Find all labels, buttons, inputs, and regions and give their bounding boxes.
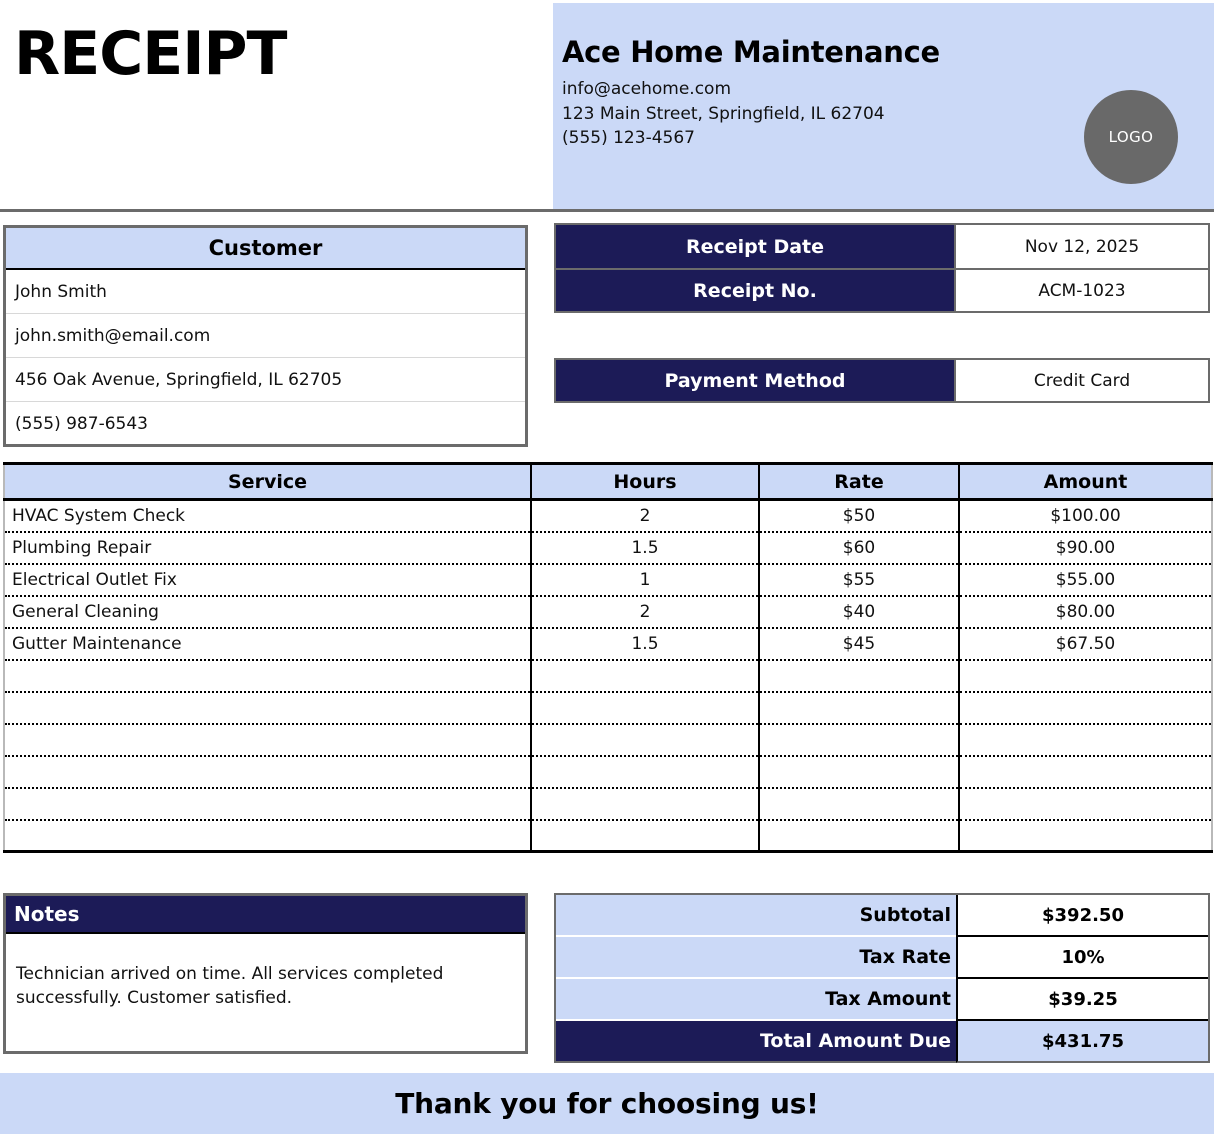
customer-email: john.smith@email.com xyxy=(6,314,525,358)
subtotal-value: $392.50 xyxy=(956,895,1208,937)
cell-hours: 1.5 xyxy=(531,628,759,660)
cell-service: General Cleaning xyxy=(4,596,531,628)
notes-panel xyxy=(3,893,528,1054)
services-table-header-row xyxy=(4,464,1212,500)
cell-service: HVAC System Check xyxy=(4,500,531,532)
cell-amount xyxy=(959,788,1212,820)
cell-rate: $45 xyxy=(759,628,959,660)
subtotal-label: Subtotal xyxy=(556,895,956,937)
receipt-date-label: Receipt Date xyxy=(556,225,956,268)
cell-rate xyxy=(759,660,959,692)
cell-amount xyxy=(959,692,1212,724)
total-amount-due-row xyxy=(556,1021,1208,1063)
cell-rate: $60 xyxy=(759,532,959,564)
payment-method-panel xyxy=(554,358,1210,403)
table-row xyxy=(4,820,1212,852)
page-title: RECEIPT xyxy=(14,19,287,89)
cell-rate: $55 xyxy=(759,564,959,596)
cell-amount: $55.00 xyxy=(959,564,1212,596)
company-info-panel xyxy=(553,3,1214,209)
cell-hours: 1 xyxy=(531,564,759,596)
cell-amount: $80.00 xyxy=(959,596,1212,628)
services-table xyxy=(3,462,1213,853)
tax-rate-value: 10% xyxy=(956,937,1208,979)
column-header-service: Service xyxy=(4,464,531,500)
payment-method-value: Credit Card xyxy=(956,360,1208,401)
cell-amount xyxy=(959,756,1212,788)
cell-service: Electrical Outlet Fix xyxy=(4,564,531,596)
company-logo-placeholder: LOGO xyxy=(1084,90,1178,184)
cell-hours xyxy=(531,820,759,852)
column-header-amount: Amount xyxy=(959,464,1212,500)
tax-amount-row xyxy=(556,979,1208,1021)
totals-panel xyxy=(554,893,1210,1063)
table-row xyxy=(4,692,1212,724)
total-amount-due-value: $431.75 xyxy=(956,1021,1208,1063)
column-header-hours: Hours xyxy=(531,464,759,500)
cell-rate xyxy=(759,820,959,852)
table-row xyxy=(4,788,1212,820)
payment-method-label: Payment Method xyxy=(556,360,956,401)
table-row xyxy=(4,500,1212,532)
cell-hours xyxy=(531,660,759,692)
cell-service: Plumbing Repair xyxy=(4,532,531,564)
notes-text: Technician arrived on time. All services completed successfully. Customer satisfied. xyxy=(16,964,444,1008)
customer-panel xyxy=(3,225,528,447)
table-row xyxy=(4,532,1212,564)
table-row xyxy=(4,596,1212,628)
company-name: Ace Home Maintenance xyxy=(562,35,940,69)
cell-hours: 1.5 xyxy=(531,532,759,564)
header-divider xyxy=(0,209,1214,212)
cell-amount xyxy=(959,660,1212,692)
receipt-date-row xyxy=(554,223,1210,268)
tax-rate-row xyxy=(556,937,1208,979)
cell-service xyxy=(4,820,531,852)
table-row xyxy=(4,756,1212,788)
cell-amount xyxy=(959,724,1212,756)
cell-service xyxy=(4,660,531,692)
table-row xyxy=(4,660,1212,692)
cell-rate xyxy=(759,724,959,756)
cell-rate: $40 xyxy=(759,596,959,628)
cell-service xyxy=(4,692,531,724)
cell-hours xyxy=(531,756,759,788)
receipt-date-value: Nov 12, 2025 xyxy=(956,225,1208,268)
payment-method-row xyxy=(554,358,1210,403)
cell-hours xyxy=(531,724,759,756)
cell-amount: $67.50 xyxy=(959,628,1212,660)
cell-hours xyxy=(531,788,759,820)
company-contact-block xyxy=(562,77,885,151)
notes-section-heading: Notes xyxy=(6,896,525,934)
customer-phone: (555) 987-6543 xyxy=(15,414,148,434)
receipt-number-label: Receipt No. xyxy=(556,270,956,311)
cell-amount: $100.00 xyxy=(959,500,1212,532)
receipt-number-value: ACM-1023 xyxy=(956,270,1208,311)
customer-section-heading: Customer xyxy=(6,228,525,270)
cell-rate xyxy=(759,788,959,820)
tax-amount-label: Tax Amount xyxy=(556,979,956,1021)
table-row xyxy=(4,564,1212,596)
company-email: info@acehome.com xyxy=(562,79,732,99)
receipt-meta-panel xyxy=(554,223,1210,313)
cell-hours xyxy=(531,692,759,724)
table-row xyxy=(4,628,1212,660)
table-row xyxy=(4,724,1212,756)
column-header-rate: Rate xyxy=(759,464,959,500)
cell-amount xyxy=(959,820,1212,852)
cell-rate xyxy=(759,692,959,724)
cell-hours: 2 xyxy=(531,500,759,532)
footer-message: Thank you for choosing us! xyxy=(0,1073,1214,1134)
cell-amount: $90.00 xyxy=(959,532,1212,564)
company-address: 123 Main Street, Springfield, IL 62704 xyxy=(562,103,885,124)
cell-service xyxy=(4,756,531,788)
subtotal-row xyxy=(556,895,1208,937)
cell-rate xyxy=(759,756,959,788)
cell-service xyxy=(4,788,531,820)
company-phone: (555) 123-4567 xyxy=(562,128,695,148)
tax-rate-label: Tax Rate xyxy=(556,937,956,979)
cell-service: Gutter Maintenance xyxy=(4,628,531,660)
cell-service xyxy=(4,724,531,756)
customer-name: John Smith xyxy=(6,270,525,314)
total-amount-due-label: Total Amount Due xyxy=(556,1021,956,1063)
cell-hours: 2 xyxy=(531,596,759,628)
cell-rate: $50 xyxy=(759,500,959,532)
receipt-number-row xyxy=(554,268,1210,313)
tax-amount-value: $39.25 xyxy=(956,979,1208,1021)
customer-address: 456 Oak Avenue, Springfield, IL 62705 xyxy=(6,358,525,402)
document-header xyxy=(0,0,1214,212)
